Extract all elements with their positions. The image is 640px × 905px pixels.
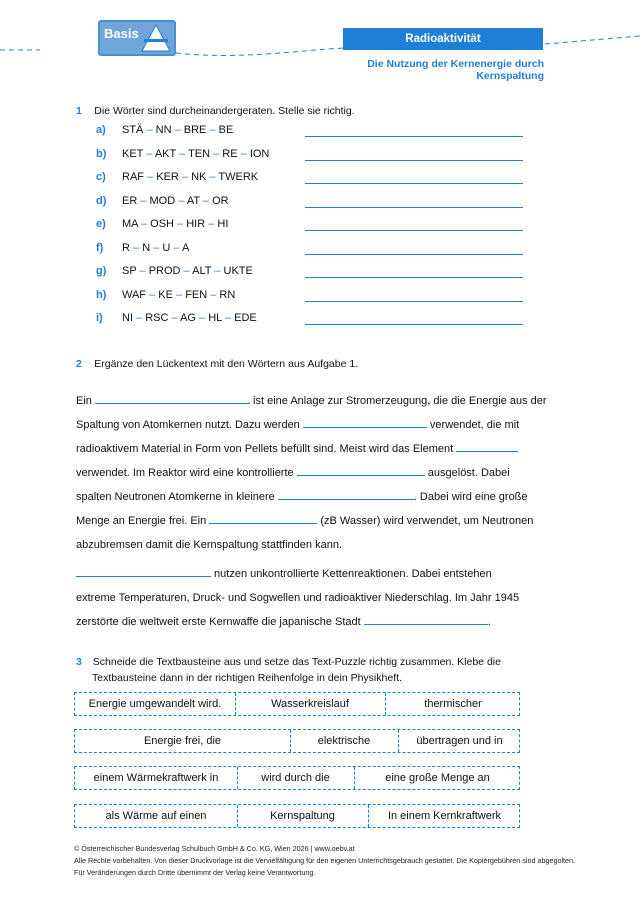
word-fragment: ER	[122, 194, 138, 207]
puzzle-piece[interactable]: elektrische	[290, 730, 399, 752]
scrambled-word-item	[96, 171, 258, 185]
word-fragment: KE	[158, 288, 173, 301]
cloze-text: ausgelöst. Dabei	[424, 467, 510, 479]
separator-dash: –	[210, 147, 223, 160]
task1-heading	[76, 101, 355, 119]
task3-instruction-line2: Textbausteine dann in der richtigen Reihenfolge in dein Physikheft.	[92, 672, 402, 684]
word-fragment: WAF	[122, 288, 147, 301]
separator-dash: –	[175, 194, 187, 207]
puzzle-piece[interactable]: Energie umgewandelt wird.	[75, 693, 236, 715]
task2-number: 2	[76, 358, 82, 370]
word-fragment: OR	[212, 194, 229, 207]
separator-dash: –	[137, 218, 151, 230]
footer	[74, 843, 594, 879]
word-fragment: EDE	[234, 312, 257, 324]
scrambled-word-item	[96, 148, 269, 162]
answer-line[interactable]	[305, 207, 523, 208]
separator-dash: –	[221, 312, 235, 324]
scrambled-word-item	[96, 195, 229, 209]
task1-number: 1	[76, 105, 82, 117]
triangle-logo-icon	[140, 23, 172, 53]
separator-dash: –	[129, 241, 143, 254]
cloze-text: radioaktivem Material in Form von Pellets befüllt sind. Meist wird das Element	[76, 443, 457, 455]
word-fragment: BRE	[183, 124, 207, 136]
puzzle-row	[74, 766, 520, 790]
scrambled-word-item	[96, 312, 257, 326]
cloze-text: verwendet, die mit	[426, 419, 520, 431]
word-fragment: RSC	[145, 312, 169, 324]
word-fragment: SP	[122, 265, 137, 277]
word-fragment: RN	[219, 288, 236, 301]
answer-line[interactable]	[305, 277, 523, 278]
word-fragment: HIR	[186, 218, 206, 230]
footer-disclaimer: Für Veränderungen durch Dritte übernimmt der Verlag keine Verantwortung.	[74, 868, 316, 877]
separator-dash: –	[143, 124, 156, 136]
logo-text: Basis	[104, 26, 139, 41]
answer-line[interactable]	[305, 254, 523, 255]
cloze-text: Ein	[76, 395, 95, 407]
scrambled-word-item	[96, 242, 189, 256]
cloze-text: . Dabei wird eine große	[413, 491, 528, 503]
puzzle-piece[interactable]: wird durch die	[237, 767, 355, 789]
answer-line[interactable]	[305, 136, 523, 137]
cloze-line	[76, 461, 566, 485]
answer-line[interactable]	[305, 160, 523, 161]
scrambled-word-item	[96, 289, 235, 303]
puzzle-row	[74, 729, 520, 753]
word-fragment: TWERK	[218, 171, 259, 183]
word-fragment: STÄ	[122, 124, 144, 136]
separator-dash: –	[205, 218, 218, 230]
word-fragment: AG	[180, 312, 196, 324]
item-label: e)	[96, 218, 106, 230]
scrambled-word-item	[96, 218, 228, 232]
word-fragment: NI	[122, 312, 133, 324]
cloze-text: Spaltung von Atomkernen nutzt. Dazu werden	[76, 419, 303, 431]
cloze-blank[interactable]	[76, 565, 211, 577]
word-fragment: ION	[249, 147, 270, 160]
puzzle-piece[interactable]: eine große Menge an	[385, 772, 490, 784]
cloze-text: abzubremsen damit die Kernspaltung stattfinden kann.	[76, 539, 342, 551]
word-fragment: AKT	[154, 147, 177, 160]
separator-dash: –	[196, 312, 209, 324]
cloze-text: extreme Temperaturen, Druck- und Sogwellen und radioaktiver Niederschlag. Im Jahr 1945	[76, 592, 520, 604]
answer-line[interactable]	[305, 324, 523, 325]
separator-dash: –	[206, 171, 219, 183]
cloze-line	[76, 586, 566, 610]
word-fragment: MOD	[149, 194, 176, 207]
puzzle-piece[interactable]: Energie frei, die	[75, 730, 291, 752]
word-fragment: KET	[122, 147, 144, 160]
item-label: i)	[96, 312, 103, 324]
topic-banner: Radioaktivität	[343, 28, 543, 50]
separator-dash: –	[133, 312, 146, 324]
puzzle-piece[interactable]: thermischer	[424, 698, 482, 710]
separator-dash: –	[172, 288, 186, 301]
footer-copyright: © Österreichischer Bundesverlag Schulbuch GmbH & Co. KG, Wien 2026 | www.oebv.at	[74, 844, 355, 853]
task3-heading	[76, 654, 546, 686]
puzzle-row	[74, 804, 520, 828]
task3-number: 3	[76, 656, 82, 668]
cloze-line	[76, 437, 566, 461]
separator-dash: –	[146, 288, 159, 301]
separator-dash: –	[237, 147, 250, 160]
separator-dash: –	[136, 265, 149, 277]
cloze-line	[76, 610, 566, 634]
item-label: g)	[96, 265, 107, 277]
word-fragment: NN	[155, 124, 172, 136]
cloze-blank[interactable]	[364, 613, 488, 625]
cloze-text: nutzen unkontrollierte Kettenreaktionen. Dabei entstehen	[211, 568, 492, 580]
item-label: d)	[96, 194, 107, 207]
cloze-line	[76, 533, 566, 557]
item-label: a)	[96, 124, 106, 136]
word-fragment: A	[181, 241, 190, 254]
task1-instruction: Die Wörter sind durcheinandergeraten. Stelle sie richtig.	[94, 105, 355, 117]
cloze-text: (zB Wasser) wird verwendet, um Neutronen	[317, 515, 534, 527]
task3-instruction-line1: Schneide die Textbausteine aus und setze das Text-Puzzle richtig zusammen. Klebe die	[92, 656, 501, 668]
cloze-text: verwendet. Im Reaktor wird eine kontrollierte	[76, 467, 297, 479]
scrambled-word-item	[96, 265, 253, 279]
item-label: h)	[96, 288, 107, 301]
footer-rights: Alle Rechte vorbehalten. Von dieser Druckvorlage ist die Vervielfältigung für den eigenen Unterrichtsgebrauch gestattet. Die Kopiergebühren sind abgegolten.	[74, 856, 576, 865]
word-fragment: HL	[208, 312, 222, 324]
separator-dash: –	[207, 288, 220, 301]
item-label: c)	[96, 171, 106, 183]
cloze-blank[interactable]	[278, 488, 414, 500]
separator-dash: –	[206, 124, 219, 136]
word-fragment: U	[162, 241, 171, 254]
word-fragment: FEN	[185, 288, 208, 301]
separator-dash: –	[143, 147, 155, 160]
word-fragment: R	[122, 241, 130, 254]
cloze-blank[interactable]	[209, 512, 317, 524]
puzzle-piece[interactable]: Kernspaltung	[237, 805, 369, 827]
word-fragment: RE	[222, 147, 238, 160]
word-fragment: TEN	[188, 147, 211, 160]
separator-dash: –	[150, 241, 163, 254]
word-fragment: HI	[217, 218, 229, 230]
separator-dash: –	[178, 171, 192, 183]
separator-dash: –	[211, 265, 224, 277]
cloze-line	[76, 413, 566, 437]
cloze-text: .	[487, 616, 491, 628]
task2-heading	[76, 354, 358, 372]
puzzle-piece[interactable]: Wasserkreislauf	[235, 693, 386, 715]
separator-dash: –	[176, 147, 189, 160]
cloze-blank[interactable]	[303, 416, 427, 428]
word-fragment: UKTE	[223, 265, 253, 277]
word-fragment: NK	[191, 171, 207, 183]
cloze-line	[76, 509, 566, 533]
word-fragment: KER	[156, 171, 179, 183]
word-fragment: AT	[186, 194, 200, 207]
cloze-text: zerstörte die weltweit erste Kernwaffe die japanische Stadt	[76, 616, 364, 628]
puzzle-piece[interactable]: als Wärme auf einen	[75, 805, 238, 827]
word-fragment: N	[142, 241, 151, 254]
separator-dash: –	[168, 312, 181, 324]
word-fragment: OSH	[150, 218, 174, 230]
separator-dash: –	[199, 194, 213, 207]
cloze-line	[76, 485, 566, 509]
separator-dash: –	[137, 194, 150, 207]
cloze-line	[76, 389, 566, 413]
cloze-blank[interactable]	[297, 464, 425, 476]
cloze-text: Menge an Energie frei. Ein	[76, 515, 210, 527]
item-label: f)	[96, 241, 104, 254]
scrambled-word-item	[96, 124, 233, 138]
item-label: b)	[96, 147, 107, 160]
separator-dash: –	[180, 265, 193, 277]
word-fragment: RAF	[122, 171, 144, 183]
cloze-line	[76, 562, 566, 586]
puzzle-piece[interactable]: übertragen und in	[416, 735, 503, 747]
word-fragment: BE	[218, 124, 234, 136]
separator-dash: –	[173, 218, 187, 230]
word-fragment: ALT	[192, 265, 212, 277]
separator-dash: –	[170, 241, 182, 254]
cloze-paragraph-1	[76, 389, 566, 557]
puzzle-piece[interactable]: In einem Kernkraftwerk	[387, 810, 502, 822]
cloze-text: spalten Neutronen Atomkerne in kleinere	[76, 491, 278, 503]
cloze-paragraph-2	[76, 562, 566, 634]
cloze-blank[interactable]	[95, 392, 250, 404]
cloze-text: ist eine Anlage zur Stromerzeugung, die die Energie aus der	[249, 395, 547, 407]
puzzle-piece[interactable]: einem Wärmekraftwerk in	[75, 767, 238, 789]
answer-line[interactable]	[305, 230, 523, 231]
cloze-blank[interactable]	[456, 440, 518, 452]
page-subtitle: Die Nutzung der Kernenergie durch Kernspaltung	[367, 58, 544, 82]
answer-line[interactable]	[305, 301, 523, 302]
puzzle-row	[74, 692, 520, 716]
word-fragment: MA	[122, 218, 138, 230]
answer-line[interactable]	[305, 183, 523, 184]
word-fragment: PROD	[148, 265, 181, 277]
separator-dash: –	[171, 124, 184, 136]
separator-dash: –	[144, 171, 157, 183]
task2-instruction: Ergänze den Lückentext mit den Wörtern aus Aufgabe 1.	[94, 358, 359, 370]
